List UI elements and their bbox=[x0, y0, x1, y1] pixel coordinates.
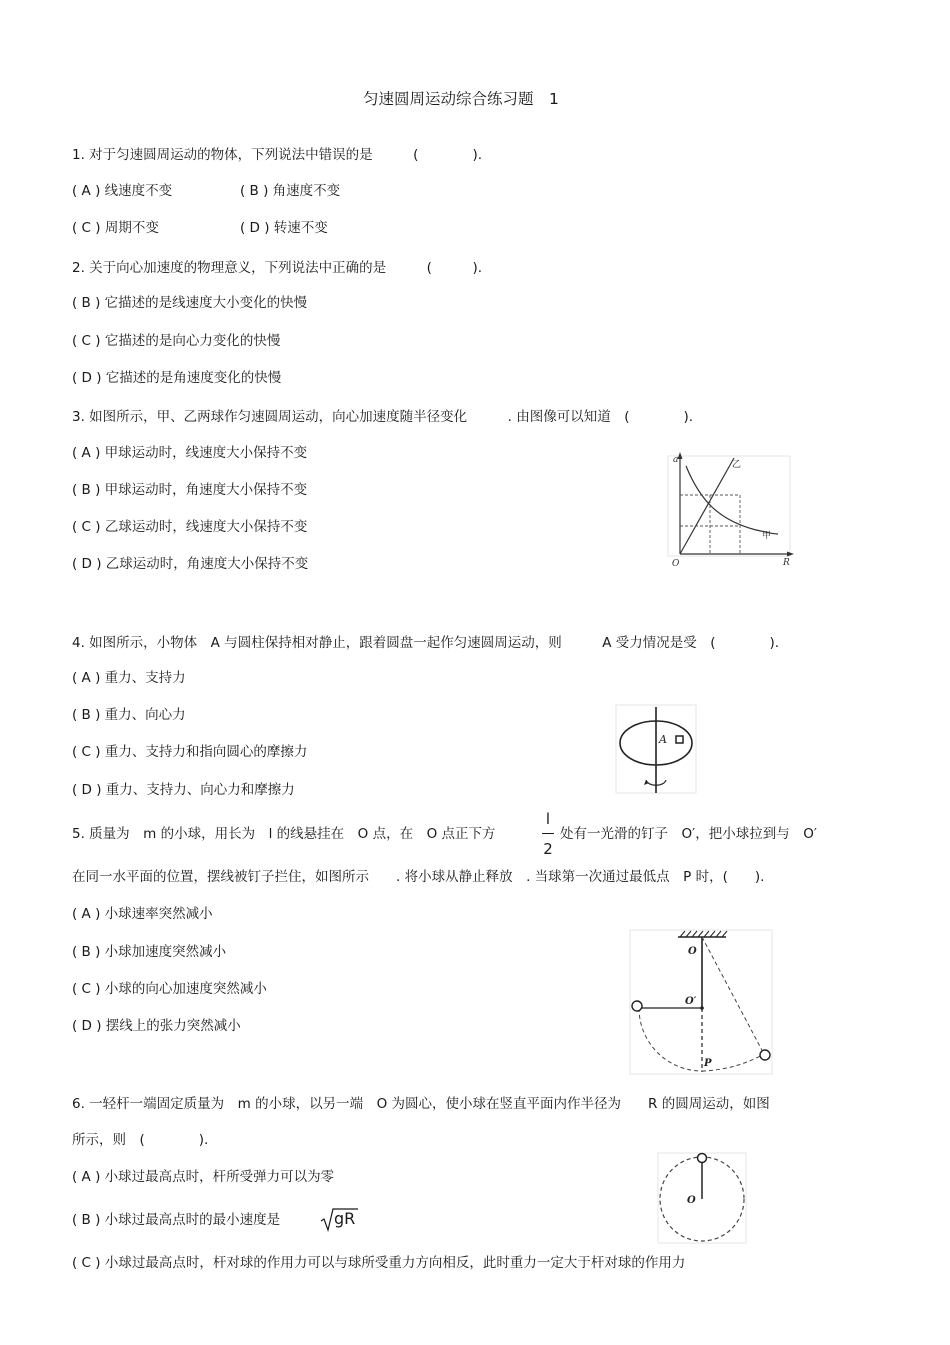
curve-yi bbox=[680, 458, 734, 554]
q3-option-a: ( A ) 甲球运动时，线速度大小保持不变 bbox=[72, 445, 308, 461]
origin-label: O bbox=[672, 559, 680, 569]
q3-option-c: ( C ) 乙球运动时，线速度大小保持不变 bbox=[72, 519, 308, 535]
q1-option-b: ( B ) 角速度不变 bbox=[240, 183, 341, 199]
q5-stem-part1: 5. 质量为 m 的小球，用长为 l 的线悬挂在 O 点，在 O 点正下方 bbox=[72, 826, 496, 842]
q3-option-d: ( D ) 乙球运动时，角速度大小保持不变 bbox=[72, 556, 309, 572]
curve-yi-label: 乙 bbox=[732, 460, 742, 470]
q6-stem-line1: 6. 一轻杆一端固定质量为 m 的小球，以另一端 O 为圆心，使小球在竖直平面内作半径为 R 的圆周运动，如图 bbox=[72, 1096, 770, 1112]
string-swing bbox=[702, 937, 764, 1054]
q3-graph-figure bbox=[668, 450, 798, 572]
x-axis-label: R bbox=[783, 558, 790, 568]
ball-start bbox=[632, 1001, 642, 1011]
q4-option-b: ( B ) 重力、向心力 bbox=[72, 707, 186, 723]
q4-stem: 4. 如图所示，小物体 A 与圆柱保持相对静止，跟着圆盘一起作匀速圆周运动，则 A 受力情况是受 ( ). bbox=[72, 635, 780, 651]
curve-jia-label: 甲 bbox=[762, 531, 772, 541]
q1-stem: 1. 对于匀速圆周运动的物体，下列说法中错误的是 ( ). bbox=[72, 147, 482, 163]
q1-option-d: ( D ) 转速不变 bbox=[240, 220, 328, 236]
label-p: P bbox=[704, 1058, 712, 1069]
page-title: 匀速圆周运动综合练习题 1 bbox=[363, 90, 559, 108]
q5-fraction-denominator: 2 bbox=[543, 840, 553, 858]
q5-option-d: ( D ) 摆线上的张力突然减小 bbox=[72, 1018, 241, 1034]
q6-option-c: ( C ) 小球过最高点时，杆对球的作用力可以与球所受重力方向相反，此时重力一定大于杆对球的作用力 bbox=[72, 1255, 686, 1271]
q5-option-b: ( B ) 小球加速度突然减小 bbox=[72, 944, 227, 960]
q5-fraction-bar bbox=[542, 833, 554, 834]
arc-small bbox=[639, 1008, 702, 1071]
q6-stem-line2: 所示，则 ( ). bbox=[72, 1132, 209, 1148]
q1-option-a: ( A ) 线速度不变 bbox=[72, 183, 173, 199]
q6-option-a: ( A ) 小球过最高点时，杆所受弹力可以为零 bbox=[72, 1169, 335, 1185]
q5-option-a: ( A ) 小球速率突然减小 bbox=[72, 906, 213, 922]
label-o-prime: O′ bbox=[685, 996, 697, 1007]
label-o: O bbox=[687, 1195, 696, 1206]
y-axis-label: a bbox=[673, 455, 679, 465]
q1-option-c: ( C ) 周期不变 bbox=[72, 220, 159, 236]
q3-stem: 3. 如图所示，甲、乙两球作匀速圆周运动，向心加速度随半径变化 . 由图像可以知道 ( ). bbox=[72, 409, 694, 425]
q4-option-d: ( D ) 重力、支持力、向心力和摩擦力 bbox=[72, 782, 295, 798]
q5-pendulum-figure bbox=[628, 928, 774, 1076]
ball-end bbox=[760, 1050, 770, 1060]
q4-option-a: ( A ) 重力、支持力 bbox=[72, 670, 186, 686]
q6-option-b: ( B ) 小球过最高点时的最小速度是 bbox=[72, 1212, 281, 1228]
q6-rod-figure bbox=[656, 1151, 748, 1245]
q2-option-c: ( C ) 它描述的是向心力变化的快慢 bbox=[72, 333, 281, 349]
q5-stem-line2: 在同一水平面的位置，摆线被钉子拦住，如图所示 . 将小球从静止释放 . 当球第一次通过最低点 P 时，( ). bbox=[72, 869, 765, 885]
label-o: O bbox=[688, 946, 697, 957]
nail bbox=[700, 1006, 704, 1010]
q4-option-c: ( C ) 重力、支持力和指向圆心的摩擦力 bbox=[72, 744, 308, 760]
object-a-label: A bbox=[659, 733, 667, 746]
q5-fraction-numerator: l bbox=[545, 810, 551, 828]
q2-option-b: ( B ) 它描述的是线速度大小变化的快慢 bbox=[72, 295, 308, 311]
curve-jia bbox=[686, 466, 778, 534]
q2-option-d: ( D ) 它描述的是角速度变化的快慢 bbox=[72, 370, 282, 386]
q6-option-b-formula: gR bbox=[334, 1209, 356, 1228]
q4-disk-figure bbox=[614, 703, 698, 795]
q3-option-b: ( B ) 甲球运动时，角速度大小保持不变 bbox=[72, 482, 308, 498]
ball bbox=[698, 1154, 707, 1163]
q2-stem: 2. 关于向心加速度的物理意义，下列说法中正确的是 ( ). bbox=[72, 260, 482, 276]
q5-option-c: ( C ) 小球的向心加速度突然减小 bbox=[72, 981, 267, 997]
object-a bbox=[676, 736, 683, 743]
q5-stem-part2: 处有一光滑的钉子 O′，把小球拉到与 O′ bbox=[560, 826, 817, 842]
